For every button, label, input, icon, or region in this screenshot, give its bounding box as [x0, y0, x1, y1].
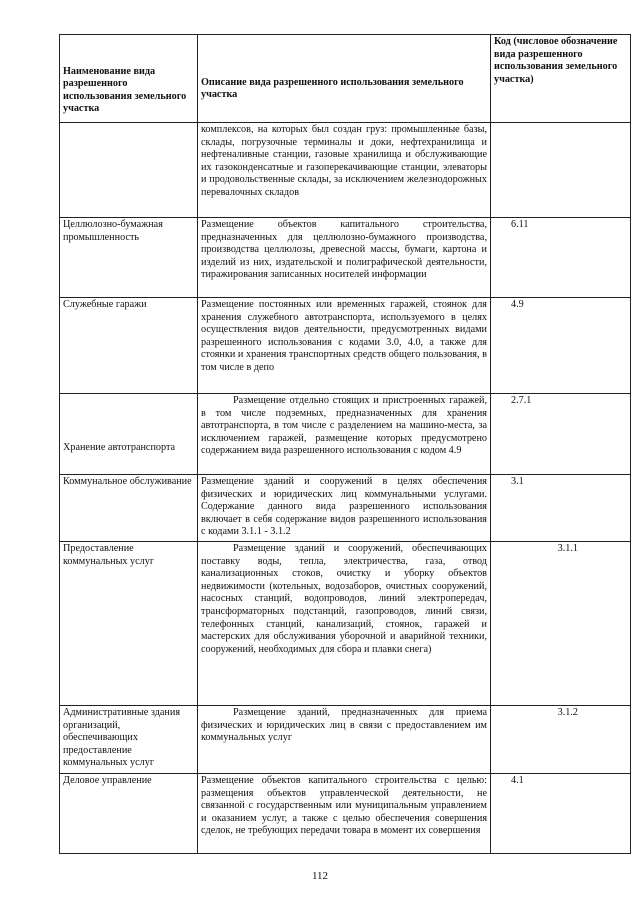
row-code: 3.1 [491, 475, 631, 542]
row-code: 3.1.1 [491, 542, 631, 706]
table-row [60, 123, 631, 218]
row-name: Деловое управление [60, 774, 198, 854]
row-code [491, 123, 631, 218]
row-name [60, 123, 198, 218]
row-name: Административные здания организаций, обеспечивающих предоставление коммунальных услуг [60, 706, 198, 774]
row-name: Служебные гаражи [60, 298, 198, 394]
land-use-table [59, 34, 631, 854]
row-name: Хранение автотранспорта [60, 394, 198, 475]
row-name: Коммунальное обслуживание [60, 475, 198, 542]
row-code: 2.7.1 [491, 394, 631, 475]
table-row [60, 542, 631, 706]
header-name: Наименование вида разрешенного использования земельного участка [60, 35, 198, 123]
row-name: Предоставление коммунальных услуг [60, 542, 198, 706]
table-row [60, 298, 631, 394]
row-description: комплексов, на которых был создан груз: промышленные базы, склады, погрузочные терминалы и доки, нефтехранилища и нефтеналивные станции, газовые хранилища и обслуживающие их газоконденсатные и газоперекачивающие станции, элеваторы и продовольственные склады, за исключением железнодорожных перевалочных складов [198, 123, 491, 218]
row-description: Размещение зданий, предназначенных для приема физических и юридических лиц в связи с предоставлением им коммунальных услуг [198, 706, 491, 774]
table-row [60, 218, 631, 298]
row-code: 6.11 [491, 218, 631, 298]
row-code: 4.1 [491, 774, 631, 854]
row-description: Размещение объектов капитального строительства с целью: размещения объектов управленческой деятельности, не связанной с государственным или муниципальным управлением и оказанием услуг, а также с целью обеспечения совершения сделок, не требующих передачи товара в момент их совершения [198, 774, 491, 854]
row-description: Размещение зданий и сооружений, обеспечивающих поставку воды, тепла, электричества, газа, отвод канализационных стоков, очистку и уборку объектов недвижимости (котельных, водозаборов, очистных сооружений, насосных станций, водопроводов, линий электропередач, трансформаторных подстанций, газопроводов, линий связи, телефонных станций, канализаций, стоянок, гаражей и мастерских для обслуживания уборочной и аварийной техники, сооружений, необходимых для сбора и плавки снега) [198, 542, 491, 706]
table-row [60, 394, 631, 475]
row-description: Размещение постоянных или временных гаражей, стоянок для хранения служебного автотранспорта, используемого в целях осуществления видов деятельности, предусмотренных видами разрешенного использования с кодами 3.0, 4.0, а также для стоянки и хранения транспортных средств общего пользования, в том числе в депо [198, 298, 491, 394]
row-description: Размещение зданий и сооружений в целях обеспечения физических и юридических лиц коммунальными услугами. Содержание данного вида разрешенного использования включает в себя содержание видов разрешенного использования с кодами 3.1.1 - 3.1.2 [198, 475, 491, 542]
row-code: 4.9 [491, 298, 631, 394]
table-header-row [60, 35, 631, 123]
table-row [60, 475, 631, 542]
row-description: Размещение отдельно стоящих и пристроенных гаражей, в том числе подземных, предназначенных для хранения автотранспорта, в том числе с разделением на машино-места, за исключением гаражей, размещение которых предусмотрено содержанием вида разрешенного использования с кодом 4.9 [198, 394, 491, 475]
row-description: Размещение объектов капитального строительства, предназначенных для целлюлозно-бумажного производства, производства целлюлозы, древесной массы, бумаги, картона и изделий из них, издательской и полиграфической деятельности, тиражирования записанных носителей информации [198, 218, 491, 298]
table-row [60, 774, 631, 854]
page-number: 112 [311, 870, 329, 882]
table-row [60, 706, 631, 774]
header-description: Описание вида разрешенного использования земельного участка [198, 35, 491, 123]
header-code: Код (числовое обозначение вида разрешенного использования земельного участка) [491, 35, 631, 123]
row-name: Целлюлозно-бумажная промышленность [60, 218, 198, 298]
row-code: 3.1.2 [491, 706, 631, 774]
